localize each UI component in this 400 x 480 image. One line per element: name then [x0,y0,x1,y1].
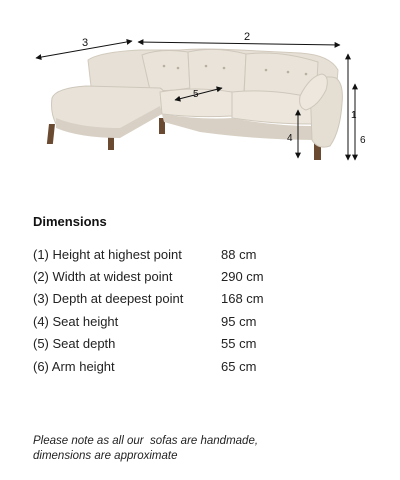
seat-height-marker-label: 4 [287,133,293,144]
dimension-row [33,333,363,355]
sofa-illustration [0,0,400,200]
arm-height-marker-label: 6 [360,135,366,146]
depth-marker-label: 3 [82,37,89,49]
dimension-row [33,355,363,377]
dimension-label: (2) Width at widest point [33,269,173,285]
seat-depth-marker-label: 5 [193,89,199,100]
dimension-label: (6) Arm height [33,358,115,374]
dimensions-heading: Dimensions [33,214,107,229]
sofa-leg [47,124,55,144]
width-marker-label: 2 [244,31,251,43]
dimension-label: (5) Seat depth [33,336,116,352]
dimension-row [33,243,363,265]
dimension-value: 88 cm [221,246,257,262]
dimension-label: (3) Depth at deepest point [33,291,184,307]
width-dimension-line [138,42,340,45]
dimension-value: 168 cm [221,291,264,307]
sofa-dimension-diagram [0,0,400,200]
dimension-value: 65 cm [221,358,257,374]
dimension-value: 290 cm [221,269,264,285]
dimension-label: (4) Seat height [33,313,119,329]
note-line: dimensions are approximate [33,450,178,462]
note-line: Please note as all our sofas are handmade, [33,435,259,447]
dimensions-list [33,243,363,377]
dimension-row [33,288,363,310]
height-marker-label: 1 [351,110,357,121]
dimension-value: 55 cm [221,336,257,352]
handmade-note [33,434,373,464]
dimension-value: 95 cm [221,313,257,329]
dimension-row [33,310,363,332]
dimension-row [33,265,363,287]
dimension-label: (1) Height at highest point [33,246,182,262]
